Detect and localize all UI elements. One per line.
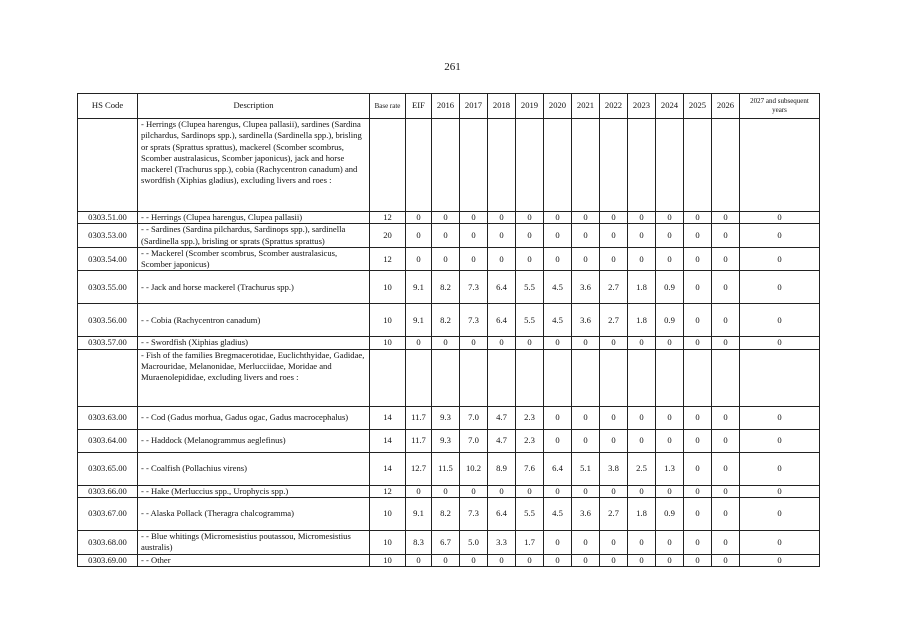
- rate-cell-2016: 0: [432, 247, 460, 271]
- eif-cell: 9.1: [406, 271, 432, 304]
- rate-cell-2021: 0: [572, 224, 600, 248]
- rate-cell-2025: 0: [684, 498, 712, 531]
- description-cell: - - Sardines (Sardina pilchardus, Sardinops spp.), sardinella (Sardinella spp.), brisling or sprats (Sprattus sprattus): [138, 224, 370, 248]
- subsequent-rate-cell: 0: [740, 498, 820, 531]
- subsequent-rate-cell: 0: [740, 531, 820, 555]
- rate-cell-2019: [516, 119, 544, 212]
- rate-cell-2021: 0: [572, 429, 600, 452]
- rate-cell-2023: 2.5: [628, 452, 656, 485]
- rate-cell-2019: 7.6: [516, 452, 544, 485]
- rate-cell-2018: [488, 119, 516, 212]
- rate-cell-2018: 0: [488, 212, 516, 224]
- hs-code-cell: 0303.66.00: [78, 485, 138, 497]
- rate-cell-2017: 0: [460, 554, 488, 566]
- hs-code-cell: 0303.69.00: [78, 554, 138, 566]
- eif-cell: 0: [406, 224, 432, 248]
- rate-cell-2024: 0: [656, 337, 684, 349]
- rate-cell-2016: 8.2: [432, 498, 460, 531]
- rate-cell-2026: 0: [712, 554, 740, 566]
- rate-cell-2017: 0: [460, 247, 488, 271]
- rate-cell-2023: [628, 119, 656, 212]
- rate-cell-2019: 5.5: [516, 498, 544, 531]
- base-rate-cell: [370, 349, 406, 406]
- subsequent-rate-cell: 0: [740, 271, 820, 304]
- rate-cell-2024: 0: [656, 554, 684, 566]
- eif-cell: 0: [406, 247, 432, 271]
- hs-code-cell: 0303.57.00: [78, 337, 138, 349]
- base-rate-cell: 10: [370, 271, 406, 304]
- hs-code-cell: 0303.56.00: [78, 304, 138, 337]
- rate-cell-2021: 0: [572, 337, 600, 349]
- rate-cell-2024: 0: [656, 485, 684, 497]
- rate-cell-2019: 0: [516, 337, 544, 349]
- rate-cell-2026: 0: [712, 498, 740, 531]
- description-cell: - - Blue whitings (Micromesistius poutassou, Micromesistius australis): [138, 531, 370, 555]
- rate-cell-2023: 0: [628, 554, 656, 566]
- rate-cell-2016: 11.5: [432, 452, 460, 485]
- rate-cell-2016: 0: [432, 212, 460, 224]
- rate-cell-2021: 0: [572, 247, 600, 271]
- rate-cell-2022: 0: [600, 247, 628, 271]
- rate-cell-2026: 0: [712, 429, 740, 452]
- rate-cell-2020: 0: [544, 247, 572, 271]
- rate-cell-2024: 0.9: [656, 304, 684, 337]
- rate-cell-2020: [544, 119, 572, 212]
- description-cell: - - Alaska Pollack (Theragra chalcogramma): [138, 498, 370, 531]
- rate-cell-2016: 0: [432, 224, 460, 248]
- description-cell: - - Mackerel (Scomber scombrus, Scomber australasicus, Scomber japonicus): [138, 247, 370, 271]
- rate-cell-2023: 0: [628, 337, 656, 349]
- table-header-row: [78, 94, 820, 119]
- rate-cell-2025: 0: [684, 485, 712, 497]
- rate-cell-2016: 9.3: [432, 406, 460, 429]
- eif-cell: 9.1: [406, 304, 432, 337]
- description-cell: - - Jack and horse mackerel (Trachurus spp.): [138, 271, 370, 304]
- rate-cell-2022: 2.7: [600, 498, 628, 531]
- rate-cell-2026: 0: [712, 531, 740, 555]
- base-rate-cell: 14: [370, 452, 406, 485]
- rate-cell-2025: 0: [684, 531, 712, 555]
- hs-code-cell: 0303.64.00: [78, 429, 138, 452]
- rate-cell-2021: 0: [572, 406, 600, 429]
- header-description: Description: [138, 94, 370, 119]
- table-row: [78, 554, 820, 566]
- eif-cell: [406, 349, 432, 406]
- subsequent-rate-cell: 0: [740, 224, 820, 248]
- base-rate-cell: 10: [370, 498, 406, 531]
- rate-cell-2023: 0: [628, 485, 656, 497]
- rate-cell-2018: 0: [488, 337, 516, 349]
- subsequent-rate-cell: 0: [740, 429, 820, 452]
- table-row: [78, 304, 820, 337]
- rate-cell-2024: 0: [656, 406, 684, 429]
- rate-cell-2016: 0: [432, 554, 460, 566]
- hs-code-cell: 0303.51.00: [78, 212, 138, 224]
- rate-cell-2019: 5.5: [516, 271, 544, 304]
- table-row: [78, 119, 820, 212]
- rate-cell-2022: 0: [600, 212, 628, 224]
- header-year-2020: 2020: [544, 94, 572, 119]
- tariff-schedule-table: [77, 93, 820, 567]
- subsequent-rate-cell: 0: [740, 406, 820, 429]
- rate-cell-2016: 6.7: [432, 531, 460, 555]
- rate-cell-2026: 0: [712, 304, 740, 337]
- rate-cell-2016: 8.2: [432, 304, 460, 337]
- description-cell: - - Cobia (Rachycentron canadum): [138, 304, 370, 337]
- subsequent-rate-cell: 0: [740, 554, 820, 566]
- rate-cell-2022: 0: [600, 429, 628, 452]
- rate-cell-2025: 0: [684, 247, 712, 271]
- table-row: [78, 271, 820, 304]
- rate-cell-2021: 0: [572, 554, 600, 566]
- table-row: [78, 224, 820, 248]
- rate-cell-2025: 0: [684, 304, 712, 337]
- rate-cell-2019: [516, 349, 544, 406]
- rate-cell-2025: 0: [684, 406, 712, 429]
- hs-code-cell: [78, 119, 138, 212]
- rate-cell-2024: 1.3: [656, 452, 684, 485]
- rate-cell-2023: 0: [628, 247, 656, 271]
- header-year-2024: 2024: [656, 94, 684, 119]
- header-eif: EIF: [406, 94, 432, 119]
- eif-cell: 9.1: [406, 498, 432, 531]
- rate-cell-2021: 3.6: [572, 271, 600, 304]
- rate-cell-2020: 0: [544, 485, 572, 497]
- header-year-2026: 2026: [712, 94, 740, 119]
- table-row: [78, 485, 820, 497]
- base-rate-cell: 10: [370, 554, 406, 566]
- rate-cell-2021: 3.6: [572, 498, 600, 531]
- rate-cell-2019: 2.3: [516, 429, 544, 452]
- rate-cell-2024: 0: [656, 429, 684, 452]
- rate-cell-2022: 0: [600, 531, 628, 555]
- rate-cell-2018: 6.4: [488, 304, 516, 337]
- header-year-2018: 2018: [488, 94, 516, 119]
- rate-cell-2022: [600, 349, 628, 406]
- eif-cell: [406, 119, 432, 212]
- rate-cell-2023: [628, 349, 656, 406]
- rate-cell-2026: 0: [712, 247, 740, 271]
- rate-cell-2016: 0: [432, 337, 460, 349]
- rate-cell-2020: 4.5: [544, 498, 572, 531]
- rate-cell-2026: [712, 349, 740, 406]
- rate-cell-2017: [460, 349, 488, 406]
- base-rate-cell: 10: [370, 531, 406, 555]
- header-year-2021: 2021: [572, 94, 600, 119]
- rate-cell-2021: 0: [572, 212, 600, 224]
- rate-cell-2021: 0: [572, 485, 600, 497]
- rate-cell-2020: 0: [544, 531, 572, 555]
- rate-cell-2026: [712, 119, 740, 212]
- base-rate-cell: 12: [370, 247, 406, 271]
- rate-cell-2023: 0: [628, 406, 656, 429]
- description-cell: - - Swordfish (Xiphias gladius): [138, 337, 370, 349]
- rate-cell-2023: 1.8: [628, 271, 656, 304]
- rate-cell-2025: 0: [684, 271, 712, 304]
- description-cell: - - Herrings (Clupea harengus, Clupea pallasii): [138, 212, 370, 224]
- rate-cell-2022: 2.7: [600, 304, 628, 337]
- subsequent-rate-cell: 0: [740, 337, 820, 349]
- table-row: [78, 406, 820, 429]
- rate-cell-2019: 0: [516, 554, 544, 566]
- table-row: [78, 429, 820, 452]
- header-year-2023: 2023: [628, 94, 656, 119]
- rate-cell-2019: 2.3: [516, 406, 544, 429]
- rate-cell-2024: 0.9: [656, 271, 684, 304]
- rate-cell-2022: 2.7: [600, 271, 628, 304]
- rate-cell-2024: [656, 349, 684, 406]
- table-row: [78, 337, 820, 349]
- base-rate-cell: 12: [370, 485, 406, 497]
- subsequent-rate-cell: 0: [740, 485, 820, 497]
- hs-code-cell: 0303.67.00: [78, 498, 138, 531]
- rate-cell-2025: [684, 119, 712, 212]
- description-cell: - - Other: [138, 554, 370, 566]
- rate-cell-2022: 0: [600, 406, 628, 429]
- subsequent-rate-cell: 0: [740, 304, 820, 337]
- rate-cell-2023: 1.8: [628, 498, 656, 531]
- table-row: [78, 349, 820, 406]
- rate-cell-2017: 0: [460, 337, 488, 349]
- rate-cell-2023: 0: [628, 531, 656, 555]
- header-subsequent-years: 2027 and subsequent years: [740, 94, 820, 119]
- rate-cell-2021: 0: [572, 531, 600, 555]
- rate-cell-2020: [544, 349, 572, 406]
- rate-cell-2026: 0: [712, 224, 740, 248]
- eif-cell: 0: [406, 337, 432, 349]
- rate-cell-2020: 0: [544, 224, 572, 248]
- rate-cell-2023: 0: [628, 212, 656, 224]
- hs-code-cell: 0303.68.00: [78, 531, 138, 555]
- rate-cell-2017: 0: [460, 224, 488, 248]
- table-row: [78, 498, 820, 531]
- description-cell: - - Hake (Merluccius spp., Urophycis spp.): [138, 485, 370, 497]
- rate-cell-2023: 0: [628, 429, 656, 452]
- base-rate-cell: 10: [370, 337, 406, 349]
- rate-cell-2017: 5.0: [460, 531, 488, 555]
- rate-cell-2026: 0: [712, 212, 740, 224]
- hs-code-cell: 0303.55.00: [78, 271, 138, 304]
- eif-cell: 0: [406, 212, 432, 224]
- rate-cell-2022: 0: [600, 224, 628, 248]
- base-rate-cell: [370, 119, 406, 212]
- rate-cell-2025: 0: [684, 337, 712, 349]
- header-year-2017: 2017: [460, 94, 488, 119]
- rate-cell-2017: [460, 119, 488, 212]
- rate-cell-2024: 0: [656, 531, 684, 555]
- rate-cell-2017: 7.0: [460, 406, 488, 429]
- rate-cell-2025: [684, 349, 712, 406]
- rate-cell-2025: 0: [684, 212, 712, 224]
- header-year-2016: 2016: [432, 94, 460, 119]
- rate-cell-2017: 7.3: [460, 498, 488, 531]
- rate-cell-2016: 9.3: [432, 429, 460, 452]
- rate-cell-2021: [572, 119, 600, 212]
- rate-cell-2020: 0: [544, 212, 572, 224]
- rate-cell-2017: 10.2: [460, 452, 488, 485]
- rate-cell-2022: 0: [600, 554, 628, 566]
- rate-cell-2020: 4.5: [544, 304, 572, 337]
- rate-cell-2019: 0: [516, 224, 544, 248]
- rate-cell-2020: 0: [544, 554, 572, 566]
- hs-code-cell: 0303.54.00: [78, 247, 138, 271]
- rate-cell-2018: 0: [488, 224, 516, 248]
- rate-cell-2022: 0: [600, 485, 628, 497]
- rate-cell-2018: 0: [488, 554, 516, 566]
- subsequent-rate-cell: 0: [740, 247, 820, 271]
- rate-cell-2024: [656, 119, 684, 212]
- rate-cell-2026: 0: [712, 337, 740, 349]
- hs-code-cell: 0303.53.00: [78, 224, 138, 248]
- rate-cell-2024: 0: [656, 247, 684, 271]
- rate-cell-2016: 0: [432, 485, 460, 497]
- rate-cell-2021: 3.6: [572, 304, 600, 337]
- header-year-2022: 2022: [600, 94, 628, 119]
- rate-cell-2017: 7.3: [460, 304, 488, 337]
- rate-cell-2018: [488, 349, 516, 406]
- base-rate-cell: 14: [370, 429, 406, 452]
- rate-cell-2024: 0: [656, 224, 684, 248]
- rate-cell-2018: 4.7: [488, 406, 516, 429]
- rate-cell-2018: 3.3: [488, 531, 516, 555]
- header-year-2019: 2019: [516, 94, 544, 119]
- table-row: [78, 531, 820, 555]
- rate-cell-2020: 0: [544, 406, 572, 429]
- rate-cell-2024: 0: [656, 212, 684, 224]
- rate-cell-2019: 0: [516, 212, 544, 224]
- description-cell: - - Coalfish (Pollachius virens): [138, 452, 370, 485]
- rate-cell-2018: 4.7: [488, 429, 516, 452]
- page-number: 261: [444, 61, 461, 73]
- eif-cell: 8.3: [406, 531, 432, 555]
- header-hs-code: HS Code: [78, 94, 138, 119]
- rate-cell-2023: 1.8: [628, 304, 656, 337]
- rate-cell-2020: 4.5: [544, 271, 572, 304]
- rate-cell-2020: 0: [544, 337, 572, 349]
- rate-cell-2017: 0: [460, 212, 488, 224]
- base-rate-cell: 12: [370, 212, 406, 224]
- rate-cell-2017: 0: [460, 485, 488, 497]
- rate-cell-2025: 0: [684, 429, 712, 452]
- description-cell: - Fish of the families Bregmacerotidae, Euclichthyidae, Gadidae, Macrouridae, Melanonidae, Merlucciidae, Moridae and Muraenolepididae, excluding livers and roes :: [138, 349, 370, 406]
- base-rate-cell: 10: [370, 304, 406, 337]
- rate-cell-2026: 0: [712, 271, 740, 304]
- rate-cell-2022: 0: [600, 337, 628, 349]
- rate-cell-2020: 0: [544, 429, 572, 452]
- rate-cell-2021: [572, 349, 600, 406]
- hs-code-cell: [78, 349, 138, 406]
- description-cell: - Herrings (Clupea harengus, Clupea pallasii), sardines (Sardina pilchardus, Sardinops spp.), sardinella (Sardinella spp.), brisling or sprats (Sprattus sprattus), mackerel (Scomber scombrus, Scomber australasicus, Scomber japonicus), jack and horse mackerel (Trachurus spp.), cobia (Rachycentron canadum) and swordfish (Xiphias gladius), excluding livers and roes :: [138, 119, 370, 212]
- rate-cell-2018: 6.4: [488, 498, 516, 531]
- rate-cell-2018: 6.4: [488, 271, 516, 304]
- subsequent-rate-cell: 0: [740, 452, 820, 485]
- rate-cell-2017: 7.0: [460, 429, 488, 452]
- base-rate-cell: 20: [370, 224, 406, 248]
- base-rate-cell: 14: [370, 406, 406, 429]
- rate-cell-2016: [432, 349, 460, 406]
- rate-cell-2019: 0: [516, 485, 544, 497]
- eif-cell: 0: [406, 485, 432, 497]
- rate-cell-2019: 1.7: [516, 531, 544, 555]
- eif-cell: 11.7: [406, 429, 432, 452]
- subsequent-rate-cell: 0: [740, 212, 820, 224]
- rate-cell-2018: 0: [488, 485, 516, 497]
- description-cell: - - Haddock (Melanogrammus aeglefinus): [138, 429, 370, 452]
- rate-cell-2026: 0: [712, 406, 740, 429]
- subsequent-rate-cell: [740, 349, 820, 406]
- rate-cell-2025: 0: [684, 452, 712, 485]
- rate-cell-2026: 0: [712, 485, 740, 497]
- rate-cell-2019: 5.5: [516, 304, 544, 337]
- rate-cell-2024: 0.9: [656, 498, 684, 531]
- header-year-2025: 2025: [684, 94, 712, 119]
- eif-cell: 12.7: [406, 452, 432, 485]
- rate-cell-2026: 0: [712, 452, 740, 485]
- rate-cell-2016: [432, 119, 460, 212]
- rate-cell-2025: 0: [684, 554, 712, 566]
- rate-cell-2025: 0: [684, 224, 712, 248]
- hs-code-cell: 0303.63.00: [78, 406, 138, 429]
- table-row: [78, 247, 820, 271]
- rate-cell-2018: 0: [488, 247, 516, 271]
- eif-cell: 0: [406, 554, 432, 566]
- rate-cell-2016: 8.2: [432, 271, 460, 304]
- rate-cell-2023: 0: [628, 224, 656, 248]
- hs-code-cell: 0303.65.00: [78, 452, 138, 485]
- eif-cell: 11.7: [406, 406, 432, 429]
- subsequent-rate-cell: [740, 119, 820, 212]
- table-row: [78, 212, 820, 224]
- description-cell: - - Cod (Gadus morhua, Gadus ogac, Gadus macrocephalus): [138, 406, 370, 429]
- table-row: [78, 452, 820, 485]
- rate-cell-2022: [600, 119, 628, 212]
- rate-cell-2020: 6.4: [544, 452, 572, 485]
- rate-cell-2019: 0: [516, 247, 544, 271]
- rate-cell-2017: 7.3: [460, 271, 488, 304]
- rate-cell-2022: 3.8: [600, 452, 628, 485]
- header-base-rate: Base rate: [370, 94, 406, 119]
- rate-cell-2021: 5.1: [572, 452, 600, 485]
- rate-cell-2018: 8.9: [488, 452, 516, 485]
